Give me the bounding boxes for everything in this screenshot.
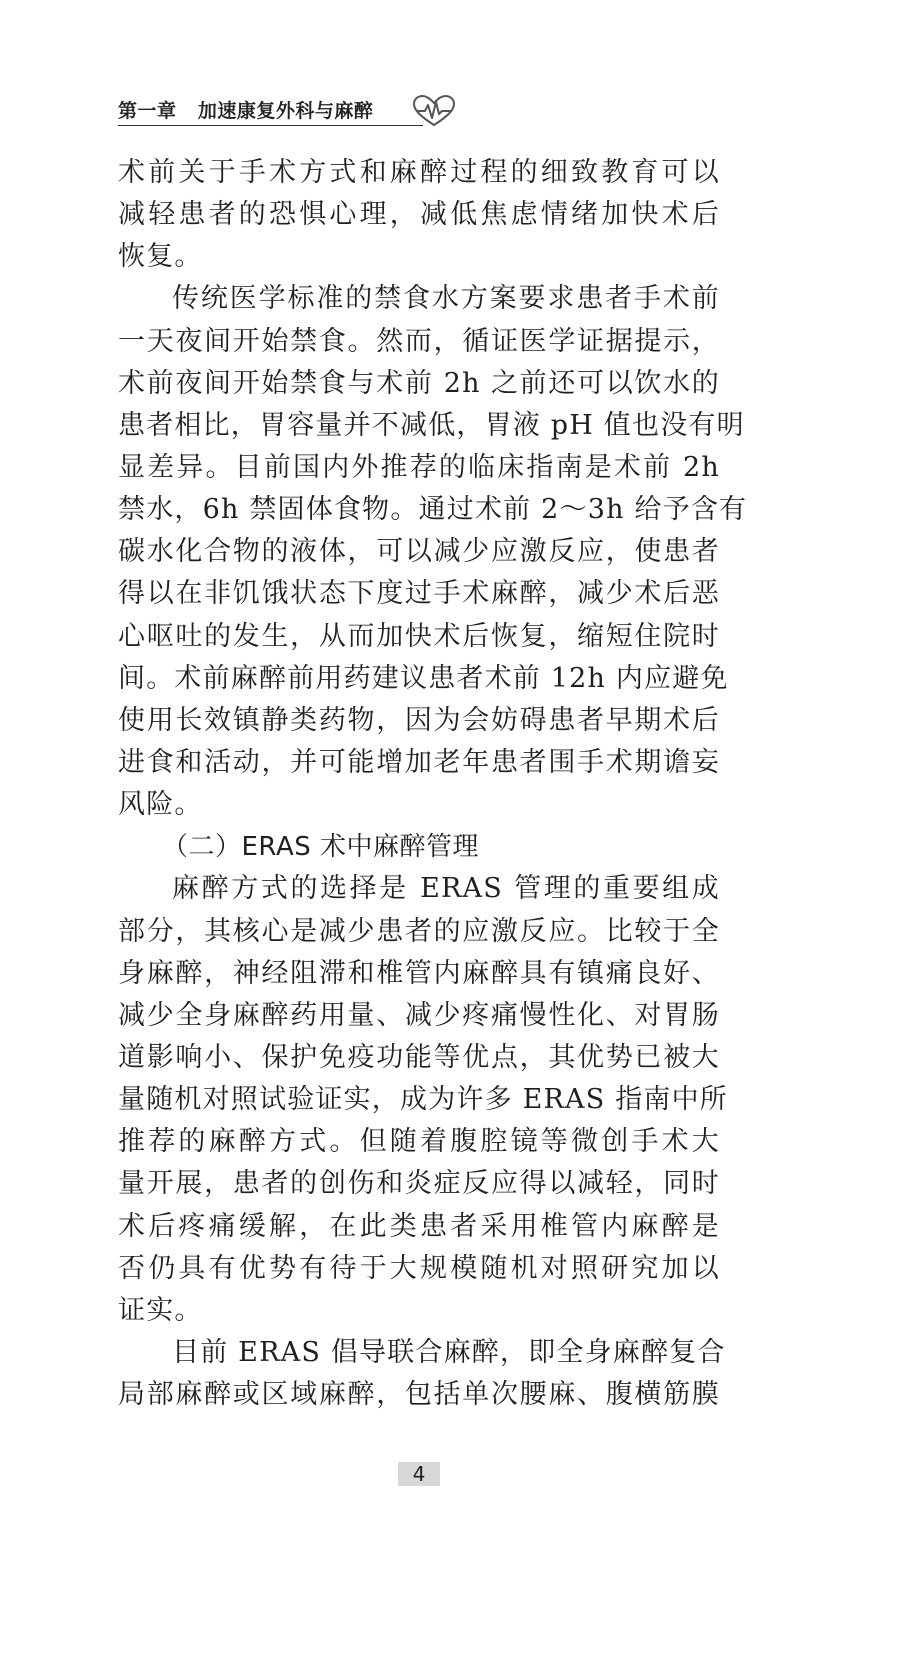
text-line: 术前关于手术方式和麻醉过程的细致教育可以 — [118, 157, 720, 188]
text-line: 得以在非饥饿状态下度过手术麻醉，减少术后恶 — [118, 578, 720, 610]
text-line: 减轻患者的恐惧心理，减低焦虑情绪加快术后 — [118, 199, 720, 231]
text-line: 推荐的麻醉方式。但随着腹腔镜等微创手术大 — [118, 1126, 720, 1158]
text-line: 进食和活动，并可能增加老年患者围手术期谵妄 — [118, 746, 720, 778]
text-line: 碳水化合物的液体，可以减少应激反应，使患者 — [118, 536, 720, 568]
heart-pulse-icon — [410, 94, 458, 128]
text-line: 显差异。目前国内外推荐的临床指南是术前 2h — [118, 451, 720, 483]
text-line: 部分，其核心是减少患者的应激反应。比较于全 — [118, 915, 720, 947]
text-line: 否仍具有优势有待于大规模随机对照研究加以 — [118, 1252, 720, 1284]
text-line: 恢复。 — [118, 241, 203, 273]
text-line: 传统医学标准的禁食水方案要求患者手术前 — [172, 283, 720, 315]
text-line: 禁水，6h 禁固体食物。通过术前 2～3h 给予含有 — [118, 494, 748, 526]
text-line: 目前 ERAS 倡导联合麻醉，即全身麻醉复合 — [172, 1336, 726, 1368]
body-text — [118, 152, 748, 1416]
section-heading: （二）ERAS 术中麻醉管理 — [162, 832, 479, 863]
text-line: 局部麻醉或区域麻醉，包括单次腰麻、腹横筋膜 — [118, 1379, 720, 1411]
running-header — [118, 94, 448, 130]
text-line: 术前夜间开始禁食与术前 2h 之前还可以饮水的 — [118, 367, 720, 399]
text-line: 心呕吐的发生，从而加快术后恢复，缩短住院时 — [118, 620, 720, 652]
text-line: 身麻醉，神经阻滞和椎管内麻醉具有镇痛良好、 — [118, 957, 720, 989]
chapter-title: 第一章 加速康复外科与麻醉 — [118, 100, 374, 122]
text-line: 术后疼痛缓解，在此类患者采用椎管内麻醉是 — [118, 1210, 720, 1242]
header-rule — [118, 125, 423, 126]
text-line: 患者相比，胃容量并不减低，胃液 pH 值也没有明 — [118, 409, 745, 441]
text-line: 减少全身麻醉药用量、减少疼痛慢性化、对胃肠 — [118, 999, 720, 1031]
text-line: 麻醉方式的选择是 ERAS 管理的重要组成 — [172, 873, 720, 905]
page-number: 4 — [398, 1462, 440, 1486]
text-line: 量开展，患者的创伤和炎症反应得以减轻，同时 — [118, 1168, 720, 1200]
text-line: 使用长效镇静类药物，因为会妨碍患者早期术后 — [118, 704, 720, 736]
text-line: 风险。 — [118, 789, 203, 821]
text-line: 一天夜间开始禁食。然而，循证医学证据提示， — [118, 325, 720, 357]
text-line: 间。术前麻醉前用药建议患者术前 12h 内应避免 — [118, 662, 729, 694]
text-line: 量随机对照试验证实，成为许多 ERAS 指南中所 — [118, 1084, 728, 1116]
text-line: 道影响小、保护免疫功能等优点，其优势已被大 — [118, 1041, 720, 1073]
text-line: 证实。 — [118, 1294, 203, 1326]
